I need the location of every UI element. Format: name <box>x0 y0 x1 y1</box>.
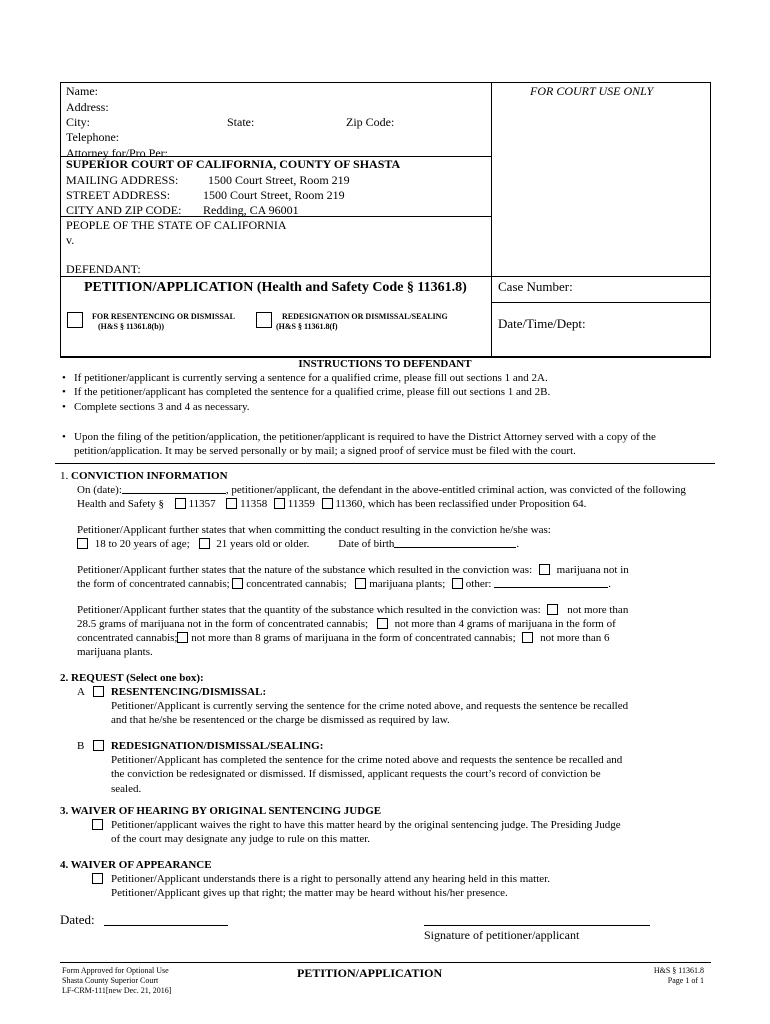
dob-end: . <box>516 538 520 550</box>
hs-code-row <box>77 497 586 511</box>
footer-right <box>620 966 704 986</box>
section1-heading <box>60 469 228 483</box>
street-value: 1500 Court Street, Room 219 <box>203 187 345 202</box>
quantity-4g-checkbox[interactable] <box>377 618 388 629</box>
code-11357-checkbox[interactable] <box>175 498 186 509</box>
zip-label: Zip Code: <box>346 115 395 130</box>
nature-plants-label: marijuana plants; <box>369 578 446 590</box>
defendant-label: DEFENDANT: <box>66 262 141 276</box>
request-a-checkbox[interactable] <box>93 686 104 697</box>
redesignation-option-line2: (H&S § 11361.8(f) <box>276 322 338 331</box>
request-b-title: REDESIGNATION/DISMISSAL/SEALING: <box>110 740 324 752</box>
code-11360-checkbox[interactable] <box>322 498 333 509</box>
attorney-label: Attorney for/Pro Per: <box>66 145 168 160</box>
quantity-28g-checkbox[interactable] <box>547 604 558 615</box>
service-line2: petition/application. It may be served personally or by mail; a signed proof of service must be filed with the court. <box>74 445 576 458</box>
section4-title: 4. WAIVER OF APPEARANCE <box>60 859 212 871</box>
instructions-divider-bottom <box>55 463 715 464</box>
signature-line[interactable] <box>424 925 650 926</box>
request-b-line2: the conviction be redesignated or dismissed. If dismissed, applicant requests the court’s record of conviction be <box>111 768 601 781</box>
court-block <box>66 157 486 218</box>
request-a-row <box>77 685 266 699</box>
quantity-row2 <box>77 617 616 631</box>
people-label: PEOPLE OF THE STATE OF CALIFORNIA <box>66 218 287 232</box>
conviction-date-field[interactable] <box>122 483 226 494</box>
signature-label: Signature of petitioner/applicant <box>424 928 580 942</box>
telephone-label: Telephone: <box>66 130 120 145</box>
section3-line1: Petitioner/applicant waives the right to have this matter heard by the original sentencing judge. The Presiding Judge <box>111 819 621 831</box>
dob-label: Date of birth <box>338 538 395 550</box>
quantity-row1 <box>77 603 628 617</box>
request-b-checkbox[interactable] <box>93 740 104 751</box>
request-b-line1: Petitioner/Applicant has completed the sentence for the crime noted above and requests the sentence be recalled and <box>111 754 623 766</box>
nature-other-label: other: <box>465 578 492 590</box>
footer-right-line1: H&S § 11361.8 <box>653 966 704 975</box>
state-label: State: <box>227 115 255 130</box>
dated-label: Dated: <box>60 912 95 927</box>
nature-row1 <box>77 563 629 577</box>
city-row <box>66 115 486 130</box>
section4-line2: Petitioner/Applicant gives up that right; the matter may be heard without his/her presence. <box>111 887 508 900</box>
age-18-20-label: 18 to 20 years of age; <box>94 538 190 550</box>
footer-left-line1: Form Approved for Optional Use <box>62 966 169 975</box>
nature-concentrated-label: concentrated cannabis; <box>246 578 347 590</box>
dated-row <box>60 912 95 929</box>
cityzip-row <box>66 203 486 218</box>
on-date-label: On (date): <box>77 484 122 496</box>
nature-intro: Petitioner/Applicant further states that the nature of the substance which resulted in the conviction was: <box>77 564 533 576</box>
quantity-8g-checkbox[interactable] <box>177 632 188 643</box>
age-18-20-checkbox[interactable] <box>77 538 88 549</box>
versus-label: v. <box>66 233 75 247</box>
resentencing-option-line2: (H&S § 11361.8(b)) <box>98 322 164 331</box>
court-title: SUPERIOR COURT OF CALIFORNIA, COUNTY OF SHASTA <box>66 157 401 171</box>
section1-title: CONVICTION INFORMATION <box>71 470 228 482</box>
redesignation-option-label <box>276 312 448 332</box>
city-label: City: <box>66 115 91 130</box>
code-11359-label: 11359 <box>287 498 315 510</box>
section4-line1: Petitioner/Applicant understands there is a right to personally attend any hearing held in this matter. <box>111 873 550 885</box>
code-11358-checkbox[interactable] <box>226 498 237 509</box>
nature-concentrated-checkbox[interactable] <box>232 578 243 589</box>
request-b-row <box>77 739 323 753</box>
footer-form-title: PETITION/APPLICATION <box>297 966 443 980</box>
request-a-title: RESENTENCING/DISMISSAL: <box>110 686 267 698</box>
mailing-value: 1500 Court Street, Room 219 <box>208 172 350 187</box>
attorney-block <box>66 84 486 161</box>
code-11360-label: 11360, which has been reclassified under Proposition 64. <box>335 498 587 510</box>
quantity-6-plants-label-a: not more than 6 <box>540 632 610 644</box>
conviction-date-row <box>77 483 686 497</box>
request-a-line1: Petitioner/Applicant is currently serving the sentence for the crime noted above, and requests the sentence be recalled <box>111 700 629 712</box>
age-21-label: 21 years old or older. <box>216 538 310 550</box>
cityzip-label: CITY AND ZIP CODE: <box>66 202 182 217</box>
case-number-divider <box>491 302 711 303</box>
instruction-item: • If petitioner/applicant is currently serving a sentence for a qualified crime, please fill out sections 1 and 2A. <box>60 371 720 385</box>
nature-other-checkbox[interactable] <box>452 578 463 589</box>
cityzip-value: Redding, CA 96001 <box>203 202 299 217</box>
nature-marijuana-label-b: the form of concentrated cannabis; <box>77 578 230 590</box>
resentencing-option-checkbox[interactable] <box>67 312 83 328</box>
quantity-28g-label-b: 28.5 grams of marijuana not in the form of concentrated cannabis; <box>77 618 369 630</box>
instructions-list <box>60 371 720 414</box>
nature-marijuana-label-a: marijuana not in <box>556 564 629 576</box>
court-use-label: FOR COURT USE ONLY <box>530 84 654 98</box>
case-number-label: Case Number: <box>498 279 573 294</box>
nature-marijuana-checkbox[interactable] <box>539 564 550 575</box>
dob-field[interactable] <box>394 537 516 548</box>
quantity-4g-label-a: not more than 4 grams of marijuana in the form of <box>394 618 616 630</box>
name-label: Name: <box>66 84 98 98</box>
redesignation-option-checkbox[interactable] <box>256 312 272 328</box>
service-instruction <box>60 430 720 459</box>
nature-row2 <box>77 577 611 591</box>
petition-title: PETITION/APPLICATION (Health and Safety Code § 11361.8) <box>84 280 467 295</box>
code-11357-label: 11357 <box>188 498 216 510</box>
request-b-letter: B <box>77 740 85 752</box>
request-b-text <box>111 753 711 796</box>
age-intro: Petitioner/Applicant further states that when committing the conduct resulting in the conviction he/she was: <box>77 524 551 536</box>
section4-text <box>111 872 711 901</box>
petition-title-divider <box>60 276 711 277</box>
age-row <box>77 537 519 551</box>
footer-left <box>62 966 171 996</box>
instruction-item: • Complete sections 3 and 4 as necessary. <box>60 400 720 414</box>
footer-left-line2: Shasta County Superior Court <box>62 976 159 985</box>
mailing-label: MAILING ADDRESS: <box>66 172 179 187</box>
dated-field[interactable] <box>104 925 228 926</box>
code-11358-label: 11358 <box>240 498 268 510</box>
nature-end: . <box>608 578 611 590</box>
quantity-row3 <box>77 631 609 645</box>
instruction-item: • If the petitioner/applicant has completed the sentence for a qualified crime, please fill out sections 1 and 2B. <box>60 385 720 399</box>
nature-other-field[interactable] <box>494 577 608 588</box>
nature-plants-checkbox[interactable] <box>355 578 366 589</box>
code-11359-checkbox[interactable] <box>274 498 285 509</box>
waiver-hearing-checkbox[interactable] <box>92 819 103 830</box>
street-row <box>66 188 486 203</box>
section2-title: 2. REQUEST (Select one box): <box>60 672 204 684</box>
header-divider <box>491 82 492 357</box>
resentencing-option-label <box>92 312 235 332</box>
request-a-text <box>111 699 711 728</box>
quantity-8g-label: not more than 8 grams of marijuana in the form of concentrated cannabis; <box>191 632 516 644</box>
service-line1: • Upon the filing of the petition/application, the petitioner/applicant is required to have the District Attorney served with a copy of the <box>74 431 656 443</box>
address-label: Address: <box>66 99 109 114</box>
request-b-line3: sealed. <box>111 782 142 795</box>
mailing-row <box>66 173 486 188</box>
on-date-rest: , petitioner/applicant, the defendant in the above-entitled criminal action, was convicted of the following <box>225 484 686 496</box>
waiver-appearance-checkbox[interactable] <box>92 873 103 884</box>
footer-left-line3: LF-CRM-111[new Dec. 21, 2016] <box>62 986 172 995</box>
request-a-letter: A <box>77 686 85 698</box>
footer-divider <box>60 962 711 963</box>
section1-number: 1. <box>60 470 69 482</box>
age-21-checkbox[interactable] <box>199 538 210 549</box>
street-label: STREET ADDRESS: <box>66 187 171 202</box>
redesignation-option-line1: REDESIGNATION OR DISMISSAL/SEALING <box>282 312 448 321</box>
section3-line2: of the court may designate any judge to rule on this matter. <box>111 833 371 846</box>
footer-right-line2: Page 1 of 1 <box>667 976 704 985</box>
request-a-line2: and that he/she be resentenced or the charge be dismissed as required by law. <box>111 714 450 727</box>
instructions-title: INSTRUCTIONS TO DEFENDANT <box>298 358 472 370</box>
hs-label: Health and Safety § <box>77 498 165 510</box>
resentencing-option-line1: FOR RESENTENCING OR DISMISSAL <box>92 312 235 321</box>
quantity-6-plants-label-b: marijuana plants. <box>77 646 153 658</box>
quantity-6-plants-checkbox[interactable] <box>522 632 533 643</box>
quantity-intro: Petitioner/Applicant further states that the quantity of the substance which resulted in the conviction was: <box>77 604 541 616</box>
date-time-dept-label: Date/Time/Dept: <box>498 316 586 331</box>
quantity-28g-label-a: not more than <box>567 604 629 616</box>
section3-text <box>111 818 711 847</box>
section3-title: 3. WAIVER OF HEARING BY ORIGINAL SENTENCING JUDGE <box>60 805 382 817</box>
quantity-4g-label-b: concentrated cannabis; <box>77 632 178 644</box>
